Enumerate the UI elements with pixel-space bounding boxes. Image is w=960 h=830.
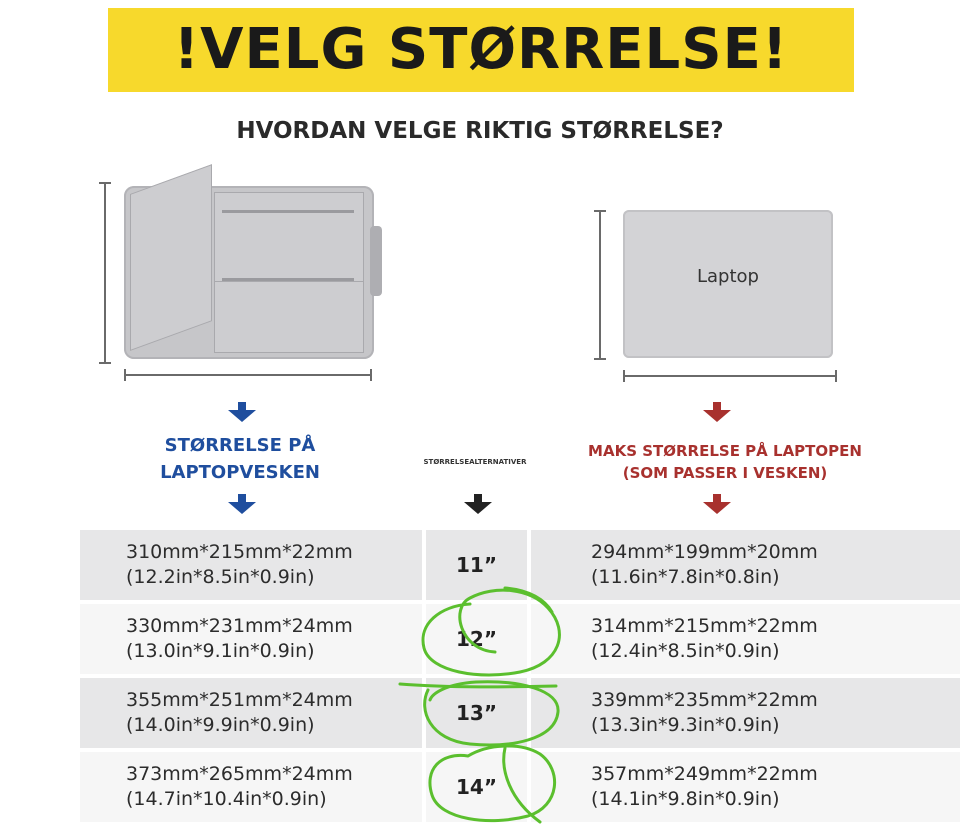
bag-dimensions-mm: 355mm*251mm*24mm xyxy=(126,689,353,711)
highlight-circle-14 xyxy=(430,746,555,821)
laptop-label: Laptop xyxy=(697,266,759,287)
subtitle: HVORDAN VELGE RIKTIG STØRRELSE? xyxy=(236,118,724,144)
laptop-dimensions-mm: 314mm*215mm*22mm xyxy=(591,615,818,637)
bag-dimensions-in: (14.7in*10.4in*0.9in) xyxy=(126,788,327,810)
bag-dimensions-in: (14.0in*9.9in*0.9in) xyxy=(126,714,315,736)
laptop-dimensions-mm: 339mm*235mm*22mm xyxy=(591,689,818,711)
bag-dimensions-in: (13.0in*9.1in*0.9in) xyxy=(126,640,315,662)
size-option: 11” xyxy=(456,553,497,577)
size-option: 12” xyxy=(456,627,497,651)
size-option: 13” xyxy=(456,701,497,725)
laptop-dimensions-in: (11.6in*7.8in*0.8in) xyxy=(591,566,780,588)
bag-dimensions-mm: 330mm*231mm*24mm xyxy=(126,615,353,637)
highlight-circle-12 xyxy=(423,590,559,675)
bag-dimensions-mm: 373mm*265mm*24mm xyxy=(126,763,353,785)
laptop-dimensions-mm: 294mm*199mm*20mm xyxy=(591,541,818,563)
banner-title: !VELG STØRRELSE! xyxy=(173,17,789,82)
bag-dimensions-mm: 310mm*215mm*22mm xyxy=(126,541,353,563)
middle-column-title: STØRRELSEALTERNATIVER xyxy=(423,458,527,466)
laptop-dimensions-in: (12.4in*8.5in*0.9in) xyxy=(591,640,780,662)
size-option: 14” xyxy=(456,775,497,799)
left-column-title: STØRRELSE PÅ LAPTOPVESKEN xyxy=(160,435,320,483)
right-column-title: MAKS STØRRELSE PÅ LAPTOPEN (SOM PASSER I VESKEN) xyxy=(588,442,862,482)
laptop-dimensions-in: (14.1in*9.8in*0.9in) xyxy=(591,788,780,810)
bag-dimensions-in: (12.2in*8.5in*0.9in) xyxy=(126,566,315,588)
laptop-dimensions-mm: 357mm*249mm*22mm xyxy=(591,763,818,785)
highlight-circle-13 xyxy=(425,682,558,745)
laptop-dimensions-in: (13.3in*9.3in*0.9in) xyxy=(591,714,780,736)
